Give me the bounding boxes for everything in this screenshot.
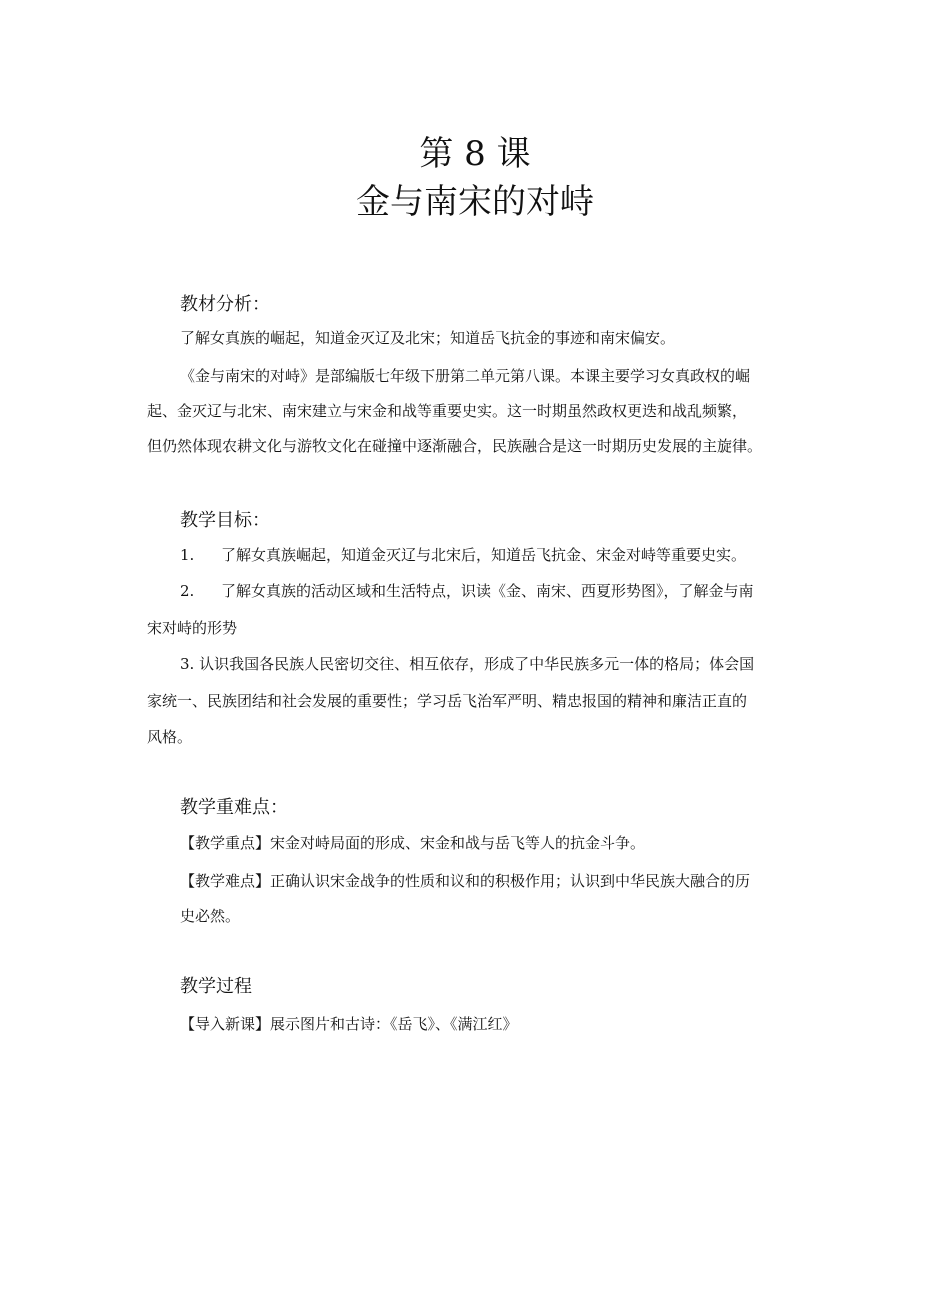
objective-2-continued: 宋对峙的形势	[147, 619, 238, 637]
objective-1-number: 1.	[180, 546, 195, 564]
process-heading: 教学过程	[180, 976, 252, 997]
analysis-body-line1: 《金与南宋的对峙》是部编版七年级下册第二单元第八课。本课主要学习女真政权的崛	[180, 367, 751, 385]
analysis-body-line3: 但仍然体现农耕文化与游牧文化在碰撞中逐渐融合，民族融合是这一时期历史发展的主旋律。	[147, 437, 763, 455]
analysis-body-line2: 起、金灭辽与北宋、南宋建立与宋金和战等重要史实。这一时期虽然政权更迭和战乱频繁，	[147, 402, 748, 420]
objective-1-text: 了解女真族崛起，知道金灭辽与北宋后，知道岳飞抗金、宋金对峙等重要史实。	[221, 546, 747, 564]
objective-3-line2: 家统一、民族团结和社会发展的重要性；学习岳飞治军严明、精忠报国的精神和廉洁正直的	[147, 692, 748, 710]
lesson-number: 第 8 课	[419, 134, 531, 174]
objectives-heading: 教学目标：	[180, 510, 270, 531]
keypoints-heading: 教学重难点：	[180, 797, 288, 818]
objective-3-line1: 3. 认识我国各民族人民密切交往、相互依存，形成了中华民族多元一体的格局；体会国	[180, 655, 755, 673]
teaching-difficulty-line1: 【教学难点】正确认识宋金战争的性质和议和的积极作用；认识到中华民族大融合的历	[180, 872, 751, 890]
teaching-focus: 【教学重点】宋金对峙局面的形成、宋金和战与岳飞等人的抗金斗争。	[180, 834, 646, 852]
process-intro: 【导入新课】展示图片和古诗：《岳飞》、《满江红》	[180, 1015, 518, 1033]
analysis-summary: 了解女真族的崛起，知道金灭辽及北宋；知道岳飞抗金的事迹和南宋偏安。	[180, 329, 676, 347]
teaching-difficulty-line2: 史必然。	[180, 907, 241, 925]
objective-2-number: 2.	[180, 582, 195, 600]
analysis-heading: 教材分析：	[180, 294, 270, 315]
objective-2-text: 了解女真族的活动区域和生活特点，识读《金、南宋、西夏形势图》，了解金与南	[221, 582, 754, 600]
lesson-title: 金与南宋的对峙	[356, 182, 594, 222]
objective-3-line3: 风格。	[147, 728, 193, 746]
